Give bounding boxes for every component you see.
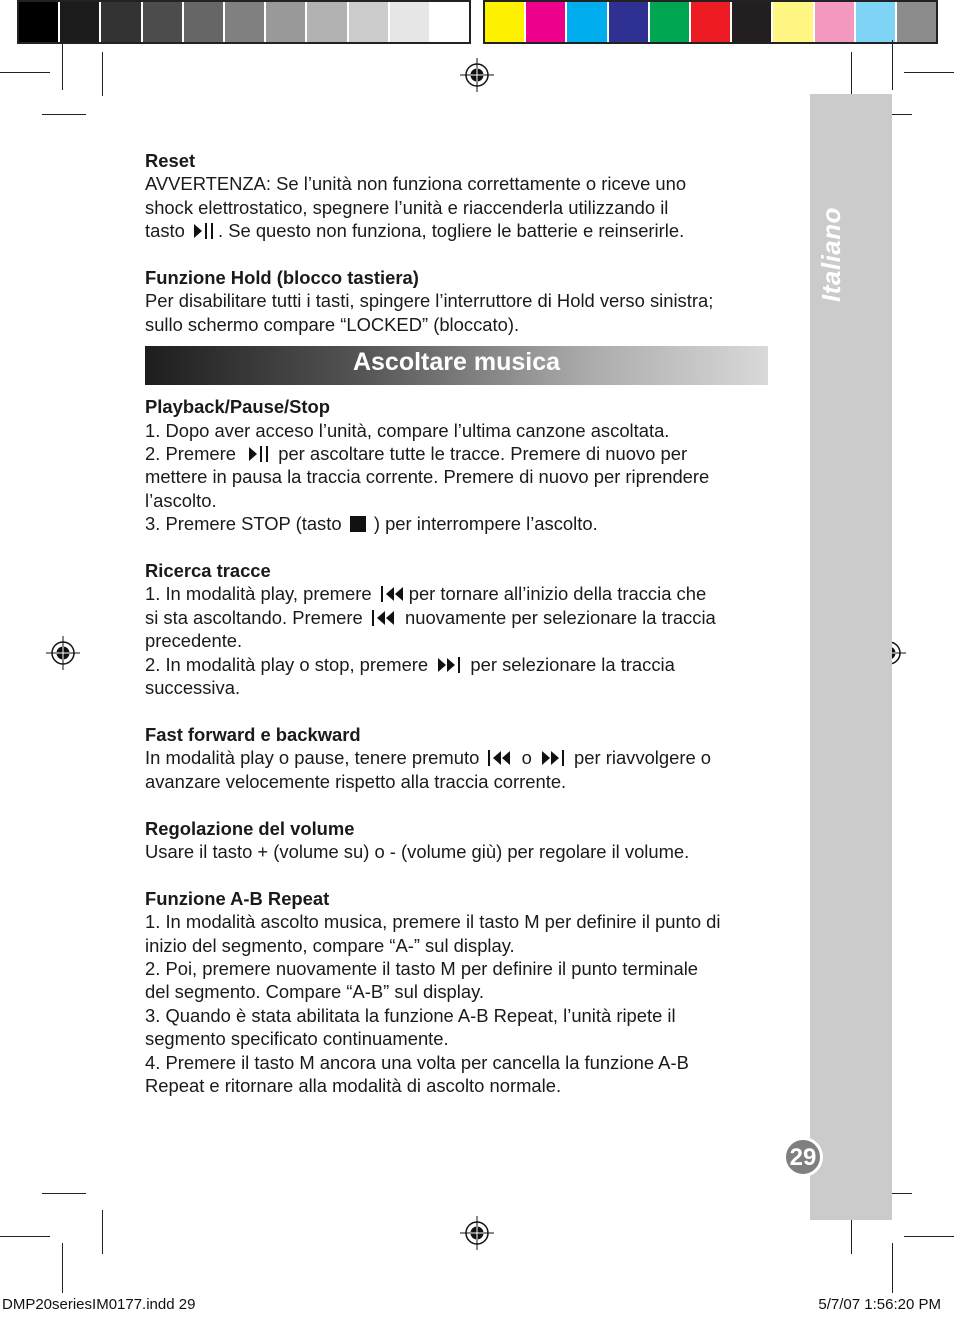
ab-repeat-text: Repeat e ritornare alla modalità di ascolto normale.	[145, 1074, 562, 1096]
volume-heading: Regolazione del volume	[145, 817, 355, 839]
footer-filename: DMP20seriesIM0177.indd 29	[2, 1296, 196, 1313]
hold-text: sullo schermo compare “LOCKED” (bloccato).	[145, 313, 520, 335]
play-pause-icon	[243, 445, 271, 463]
language-tab-label: Italiano	[816, 206, 846, 302]
page-number: 29	[783, 1137, 823, 1177]
playback-text: mettere in pausa la traccia corrente. Premere di nuovo per riprendere	[145, 466, 710, 488]
registration-mark-icon	[460, 58, 494, 92]
playback-text: l’ascolto.	[145, 489, 217, 511]
registration-mark-icon	[46, 636, 80, 670]
reset-text: shock elettrostatico, spegnere l’unità e riaccenderla utilizzando il	[145, 196, 669, 218]
ab-repeat-text: del segmento. Compare “A-B” sul display.	[145, 981, 485, 1003]
stop-icon	[349, 515, 367, 533]
previous-track-icon	[379, 585, 407, 603]
gray-strip-frame	[17, 0, 471, 44]
ab-repeat-text: inizio del segmento, compare “A-” sul display.	[145, 934, 515, 956]
next-track-icon	[435, 656, 463, 674]
previous-track-icon	[370, 609, 398, 627]
previous-track-icon	[486, 749, 514, 767]
hold-text: Per disabilitare tutti i tasti, spingere l’interruttore di Hold verso sinistra;	[145, 290, 714, 312]
ricerca-text: successiva.	[145, 677, 241, 699]
ab-repeat-text: segmento specificato continuamente.	[145, 1028, 449, 1050]
ab-repeat-text: 1. In modalità ascolto musica, premere il tasto M per definire il punto di	[145, 911, 721, 933]
playback-text: 2. Premere per ascoltare tutte le tracce. Premere di nuovo per	[145, 443, 688, 465]
hold-heading: Funzione Hold (blocco tastiera)	[145, 267, 419, 289]
ricerca-text: 1. In modalità play, premere per tornare all’inizio della traccia che	[145, 583, 707, 605]
playback-text: 1. Dopo aver acceso l’unità, compare l’ultima canzone ascoltata.	[145, 419, 670, 441]
section-banner: Ascoltare musica	[145, 346, 768, 385]
reset-heading: Reset	[145, 150, 196, 171]
color-calibration-bar	[17, 0, 938, 44]
ricerca-heading: Ricerca tracce	[145, 560, 271, 582]
manual-content	[145, 149, 770, 1097]
play-pause-icon	[192, 222, 216, 240]
ab-repeat-text: 4. Premere il tasto M ancora una volta per cancella la funzione A-B	[145, 1051, 689, 1073]
next-track-icon	[539, 749, 567, 767]
fast-text: In modalità play o pause, tenere premuto o per riavvolgere o	[145, 747, 712, 769]
fast-text: avanzare velocemente rispetto alla traccia corrente.	[145, 770, 567, 792]
ricerca-text: 2. In modalità play o stop, premere per selezionare la traccia	[145, 653, 675, 675]
ricerca-text: precedente.	[145, 630, 243, 652]
reset-text: tasto . Se questo non funziona, togliere le batterie e reinserirle.	[145, 220, 685, 242]
ab-repeat-heading: Funzione A-B Repeat	[145, 887, 330, 909]
ab-repeat-text: 2. Poi, premere nuovamente il tasto M per definire il punto terminale	[145, 957, 699, 979]
fast-heading: Fast forward e backward	[145, 723, 361, 745]
playback-heading: Playback/Pause/Stop	[145, 396, 331, 418]
volume-text: Usare il tasto + (volume su) o - (volume giù) per regolare il volume.	[145, 840, 690, 862]
color-strip-frame	[483, 0, 938, 44]
ab-repeat-text: 3. Quando è stata abilitata la funzione A-B Repeat, l’unità ripete il	[145, 1004, 676, 1026]
reset-text: AVVERTENZA: Se l’unità non funziona correttamente o riceve uno	[145, 173, 687, 195]
registration-mark-icon	[460, 1216, 494, 1250]
footer-timestamp: 5/7/07 1:56:20 PM	[818, 1296, 941, 1313]
playback-text: 3. Premere STOP (tasto ) per interrompere l’ascolto.	[145, 513, 598, 535]
ricerca-text: si sta ascoltando. Premere nuovamente per selezionare la traccia	[145, 606, 716, 628]
